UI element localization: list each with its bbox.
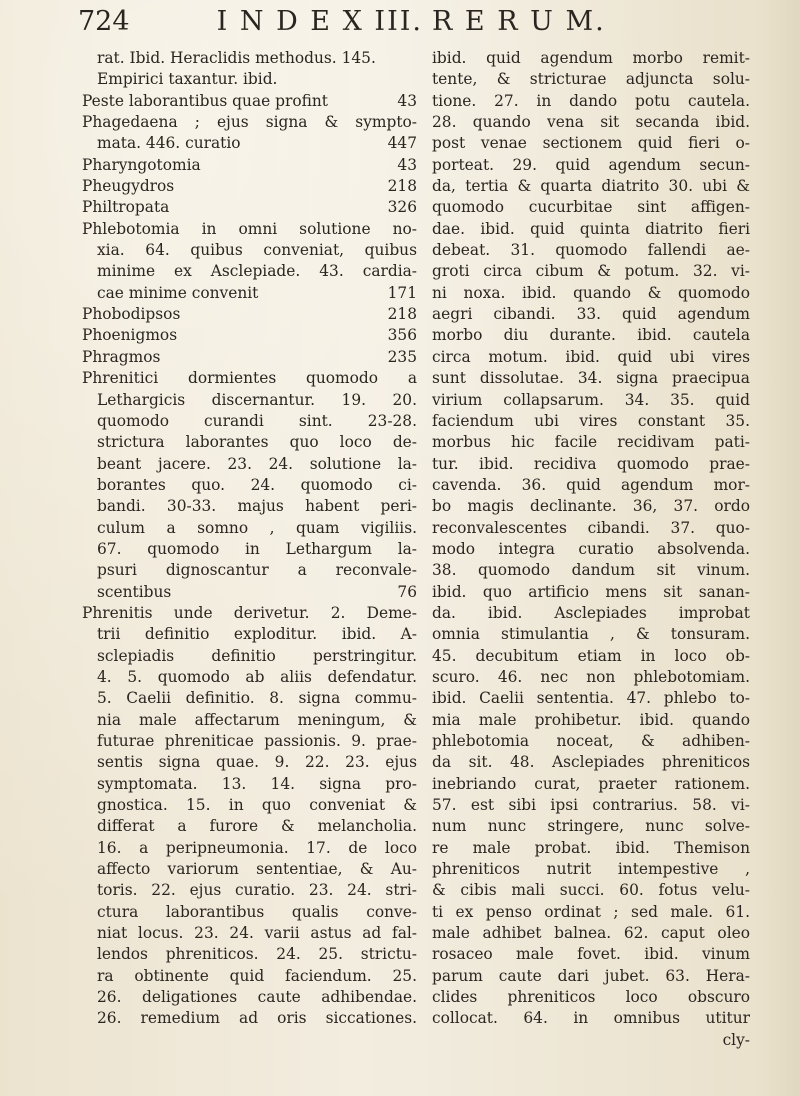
index-line: da. ibid. Asclepiades improbat [432,603,750,622]
index-line: Phrenitici dormientes quomodo a [82,369,417,388]
index-line: cly- [722,1030,750,1049]
index-line: scuro. 46. nec non phlebotomiam. [432,667,750,686]
index-term: Peste laborantibus quae profint [82,91,328,110]
index-line: 45. decubitum etiam in loco ob- [432,646,750,665]
index-line: 16. a peripneumonia. 17. de loco [97,838,417,857]
index-line: groti circa cibum & potum. 32. vi- [432,262,750,281]
index-line: xia. 64. quibus conveniat, quibus [97,241,417,260]
index-line: Phagedaena ; ejus signa & sympto- [82,113,417,132]
index-line: tente, & stricturae adjuncta solu- [432,70,750,89]
index-line [82,283,417,304]
index-line: morbo diu durante. ibid. cautela [432,326,750,345]
index-line: 67. quomodo in Lethargum la- [97,539,417,558]
index-line: 28. quando vena sit secanda ibid. [432,113,750,132]
index-line: ni noxa. ibid. quando & quomodo [432,283,750,302]
page-reference: 218 [387,177,417,196]
index-term: scentibus [97,582,172,601]
index-column-right [432,48,750,1051]
index-line: rat. Ibid. Heraclidis methodus. 145. [97,49,376,67]
index-line: futurae phreniticae passionis. 9. prae- [97,732,417,750]
index-line [82,325,417,346]
index-line: re male probat. ibid. Themison [432,838,750,857]
page-reference: 171 [387,283,417,302]
page-reference: 76 [397,582,417,601]
index-line: 26. deligationes caute adhibendae. [97,988,417,1007]
index-line: tur. ibid. recidiva quomodo prae- [432,454,750,473]
page-reference: 43 [397,91,417,110]
index-line: bo magis declinante. 36, 37. ordo [432,497,750,516]
index-line: clides phreniticos loco obscuro [432,988,750,1007]
right-running-header [432,6,732,40]
index-line: male adhibet balnea. 62. caput oleo [432,924,750,943]
index-line: ibid. Caelii sententia. 47. phlebo to- [432,689,750,708]
index-line: niat locus. 23. 24. varii astus ad fal- [97,924,417,943]
index-line: psuri dignoscantur a reconvale- [97,561,417,580]
page-fold-shadow [762,0,800,1096]
index-line: & cibis mali succi. 60. fotus velu- [432,881,750,900]
page-reference: 326 [387,198,417,217]
page-reference: 447 [387,134,417,153]
index-line: affecto variorum sententiae, & Au- [97,860,417,879]
index-line: sentis signa quae. 9. 22. 23. ejus [97,753,417,772]
index-line [82,347,417,368]
index-line: cavenda. 36. quid agendum mor- [432,475,750,494]
page-number: 724 [78,6,130,37]
index-line: num nunc stringere, nunc solve- [432,817,750,836]
right-header-title: R E R U M. [432,6,606,37]
index-line: sclepiadis definitio perstringitur. [97,646,417,665]
index-line: 4. 5. quomodo ab aliis defendatur. [97,667,417,686]
index-line: da sit. 48. Asclepiades phreniticos [432,753,750,772]
index-line: nia male affectarum meningum, & [97,710,417,729]
index-line: trii definitio exploditur. ibid. A- [97,625,417,644]
index-line [82,133,417,154]
index-term: Pharyngotomia [82,155,201,174]
index-line [82,176,417,197]
index-term: Phoenigmos [82,326,178,345]
page-reference: 43 [397,155,417,174]
index-line: faciendum ubi vires constant 35. [432,411,750,430]
index-line: bandi. 30-33. majus habent peri- [97,497,417,516]
page-reference: 356 [387,326,417,345]
index-line [82,91,417,112]
index-line: Phrenitis unde derivetur. 2. Deme- [82,603,417,622]
index-term: Phobodipsos [82,305,181,324]
page-reference: 235 [387,347,417,366]
index-line: ti ex penso ordinat ; sed male. 61. [432,902,750,921]
index-line: quomodo cucurbitae sint affigen- [432,198,750,217]
index-line: Lethargicis discernantur. 19. 20. [97,390,417,409]
index-line: virium collapsarum. 34. 35. quid [432,390,750,409]
index-line: aegri cibandi. 33. quid agendum [432,305,750,324]
index-line: rosaceo male fovet. ibid. vinum [432,945,750,964]
index-line: post venae sectionem quid fieri o- [432,134,750,153]
index-line [82,197,417,218]
index-term: Phragmos [82,347,161,366]
index-line [82,304,417,325]
index-line: 57. est sibi ipsi contrarius. 58. vi- [432,796,750,815]
index-line: omnia stimulantia , & tonsuram. [432,625,750,644]
index-line: Empirici taxantur. ibid. [97,70,278,89]
index-line: modo integra curatio absolvenda. [432,539,750,558]
index-line [82,155,417,176]
index-line: porteat. 29. quid agendum secun- [432,155,750,174]
page-reference: 218 [387,305,417,324]
index-line: ibid. quid agendum morbo remit- [432,49,750,67]
index-line [82,582,417,603]
index-line: ctura laborantibus qualis conve- [97,902,417,921]
index-line: morbus hic facile recidivam pati- [432,433,750,452]
index-line: gnostica. 15. in quo conveniat & [97,796,417,815]
index-line: differat a furore & melancholia. [97,817,417,836]
left-running-header [78,6,423,40]
index-line: beant jacere. 23. 24. solutione la- [97,454,417,473]
index-line: Phlebotomia in omni solutione no- [82,219,417,238]
index-line: sunt dissolutae. 34. signa praecipua [432,369,750,388]
index-column-left [82,48,417,1030]
index-line: inebriando curat, praeter rationem. [432,774,750,793]
index-line: mia male prohibetur. ibid. quando [432,710,750,729]
index-line: circa motum. ibid. quid ubi vires [432,347,750,366]
index-line: symptomata. 13. 14. signa pro- [97,774,417,793]
index-line: minime ex Asclepiade. 43. cardia- [97,262,417,281]
index-term: cae minime convenit [97,283,259,302]
index-term: mata. 446. curatio [97,134,241,153]
index-line: quomodo curandi sint. 23-28. [97,411,417,430]
index-line: borantes quo. 24. quomodo ci- [97,475,417,494]
index-line: debeat. 31. quomodo fallendi ae- [432,241,750,260]
index-line: dae. ibid. quid quinta diatrito fieri [432,219,750,238]
index-term: Philtropata [82,198,170,217]
index-line: parum caute dari jubet. 63. Hera- [432,966,750,985]
index-line: lendos phreniticos. 24. 25. strictu- [97,945,417,964]
index-line: ra obtinente quid faciendum. 25. [97,966,417,985]
index-term: Pheugydros [82,177,175,196]
index-line: phreniticos nutrit intempestive , [432,860,750,879]
index-line: strictura laborantes quo loco de- [97,433,417,452]
index-line: collocat. 64. in omnibus utitur [432,1009,750,1028]
index-line: culum a somno , quam vigiliis. [97,518,417,537]
index-line: toris. 22. ejus curatio. 23. 24. stri- [97,881,417,900]
index-line: ibid. quo artificio mens sit sanan- [432,582,750,601]
index-line: 38. quomodo dandum sit vinum. [432,561,750,580]
index-line: reconvalescentes cibandi. 37. quo- [432,518,750,537]
index-line: tione. 27. in dando potu cautela. [432,91,750,110]
index-line: 26. remedium ad oris siccationes. [97,1009,417,1028]
index-line: da, tertia & quarta diatrito 30. ubi & [432,177,750,196]
left-header-title: I N D E X III. [216,6,423,37]
index-line: 5. Caelii definitio. 8. signa commu- [97,689,417,708]
index-line: phlebotomia noceat, & adhiben- [432,732,750,750]
